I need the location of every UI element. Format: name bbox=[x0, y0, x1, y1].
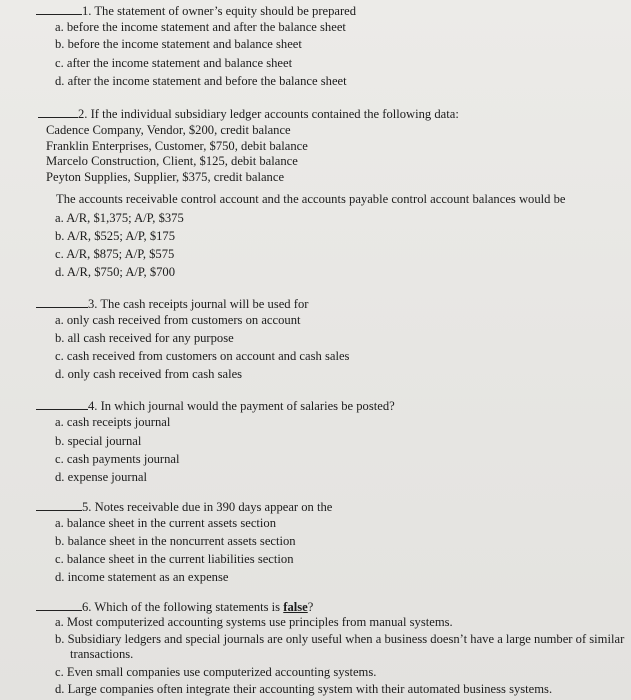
ledger-entry: Marcelo Construction, Client, $125, debit balance bbox=[46, 154, 298, 168]
question-text: 5. Notes receivable due in 390 days appear on the bbox=[82, 500, 333, 514]
question-text: 2. If the individual subsidiary ledger accounts contained the following data: bbox=[78, 107, 459, 121]
question-text-end: ? bbox=[307, 600, 314, 614]
option-c: c. cash received from customers on account and cash sales bbox=[55, 349, 350, 363]
option-b: b. balance sheet in the noncurrent assets section bbox=[55, 534, 296, 548]
question-text: 6. Which of the following statements is bbox=[82, 600, 284, 614]
option-b: b. Subsidiary ledgers and special journals are only useful when a business doesn’t have a large number of similar bbox=[55, 632, 625, 646]
option-d: d. income statement as an expense bbox=[55, 570, 229, 584]
option-a: a. balance sheet in the current assets section bbox=[55, 516, 276, 530]
option-b: b. before the income statement and balance sheet bbox=[55, 37, 302, 51]
option-b: b. special journal bbox=[55, 434, 142, 448]
answer-blank[interactable] bbox=[36, 296, 88, 308]
option-c: c. balance sheet in the current liabilities section bbox=[55, 552, 294, 566]
answer-blank[interactable] bbox=[36, 398, 88, 410]
option-a: a. cash receipts journal bbox=[55, 415, 171, 429]
question-text: 4. In which journal would the payment of salaries be posted? bbox=[88, 399, 395, 413]
option-d: d. only cash received from cash sales bbox=[55, 367, 243, 381]
option-d: d. after the income statement and before the balance sheet bbox=[55, 74, 347, 88]
answer-blank[interactable] bbox=[36, 499, 82, 511]
ledger-entry: Cadence Company, Vendor, $200, credit balance bbox=[46, 123, 291, 137]
option-c: c. A/R, $875; A/P, $575 bbox=[55, 247, 175, 261]
option-b: b. A/R, $525; A/P, $175 bbox=[55, 229, 176, 243]
answer-blank[interactable] bbox=[38, 106, 78, 118]
option-c: c. cash payments journal bbox=[55, 452, 180, 466]
option-a: a. Most computerized accounting systems use principles from manual systems. bbox=[55, 615, 453, 629]
option-a: a. only cash received from customers on account bbox=[55, 313, 301, 327]
option-b: b. all cash received for any purpose bbox=[55, 331, 234, 345]
option-c: c. Even small companies use computerized accounting systems. bbox=[55, 665, 377, 679]
answer-blank[interactable] bbox=[36, 3, 82, 15]
option-a: a. before the income statement and after the balance sheet bbox=[55, 20, 346, 34]
option-b-continued: transactions. bbox=[70, 647, 134, 661]
ledger-entry: Franklin Enterprises, Customer, $750, debit balance bbox=[46, 139, 308, 153]
option-d: d. A/R, $750; A/P, $700 bbox=[55, 265, 176, 279]
answer-blank[interactable] bbox=[36, 599, 82, 611]
question-text: 3. The cash receipts journal will be used for bbox=[88, 297, 309, 311]
ledger-entry: Peyton Supplies, Supplier, $375, credit balance bbox=[46, 170, 285, 184]
option-a: a. A/R, $1,375; A/P, $375 bbox=[55, 211, 184, 225]
question-prompt: The accounts receivable control account and the accounts payable control account balances would be bbox=[56, 192, 566, 206]
option-d: d. Large companies often integrate their accounting system with their automated business systems. bbox=[55, 682, 553, 696]
option-c: c. after the income statement and balance sheet bbox=[55, 56, 293, 70]
option-d: d. expense journal bbox=[55, 470, 147, 484]
emphasis-false: false bbox=[283, 600, 308, 614]
question-text: 1. The statement of owner’s equity should be prepared bbox=[82, 4, 357, 18]
